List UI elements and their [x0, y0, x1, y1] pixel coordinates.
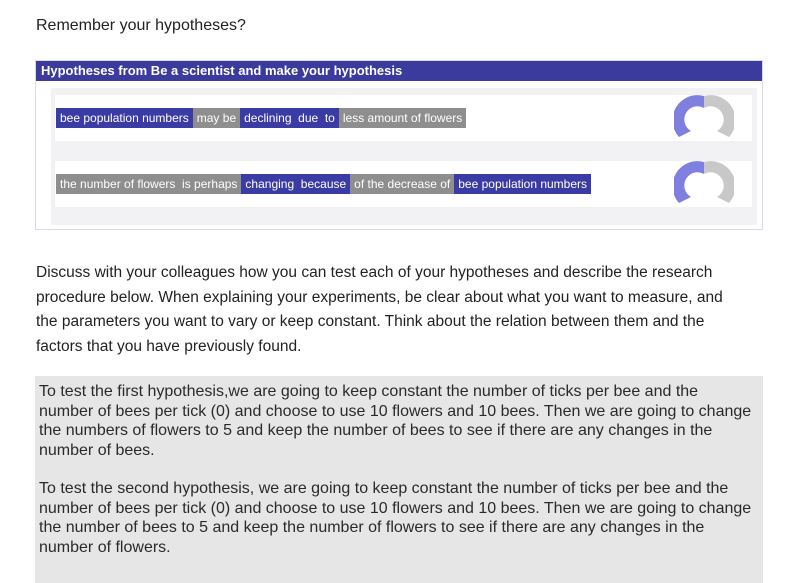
hypothesis-chip: the number of flowers is perhaps — [56, 174, 241, 194]
answer-paragraph-1: To test the first hypothesis,we are going to keep constant the number of ticks per bee and the number of bees per tick (0) and choose to use 10 flowers and 10 bees. Then we are going to change the numbers of flowers to 5 and keep the number of bees to see if there are any changes in the number of bees. — [39, 383, 752, 459]
hypothesis-chip: of the decrease of — [350, 174, 454, 194]
intro-heading: Remember your hypotheses? — [36, 17, 246, 34]
hypothesis-row-2 — [55, 161, 752, 207]
hypothesis-gauge-icon — [674, 91, 734, 151]
hypotheses-list — [51, 88, 757, 225]
hypothesis-row-1 — [55, 95, 752, 141]
hypothesis-gauge-icon — [674, 157, 734, 217]
panel-title: Hypotheses from Be a scientist and make your hypothesis — [36, 61, 762, 81]
research-procedure-textarea[interactable] — [35, 376, 763, 583]
hypothesis-chip: less amount of flowers — [339, 108, 466, 128]
answer-paragraph-2: To test the second hypothesis, we are going to keep constant the number of ticks per bee and the number of bees per tick (0) and choose to use 10 flowers and 10 bees. Then we are going to change the number of bees to 5 and keep the number of flowers to see if there are any changes in the number of flowers. — [39, 480, 752, 556]
hypothesis-2-chips — [56, 174, 591, 194]
hypothesis-chip: may be — [193, 108, 240, 128]
hypothesis-chip: declining due to — [240, 108, 339, 128]
hypotheses-panel — [35, 60, 763, 230]
hypothesis-chip: bee population numbers — [454, 174, 591, 194]
instructions-text: Discuss with your colleagues how you can test each of your hypotheses and describe the research procedure below. When explaining your experiments, be clear about what you want to measure, and the parameters you want to vary or keep constant. Think about the relation between them and the factors that you have previously found. — [36, 264, 723, 355]
hypothesis-chip: bee population numbers — [56, 108, 193, 128]
hypothesis-1-chips — [56, 108, 466, 128]
hypothesis-chip: changing because — [241, 174, 350, 194]
